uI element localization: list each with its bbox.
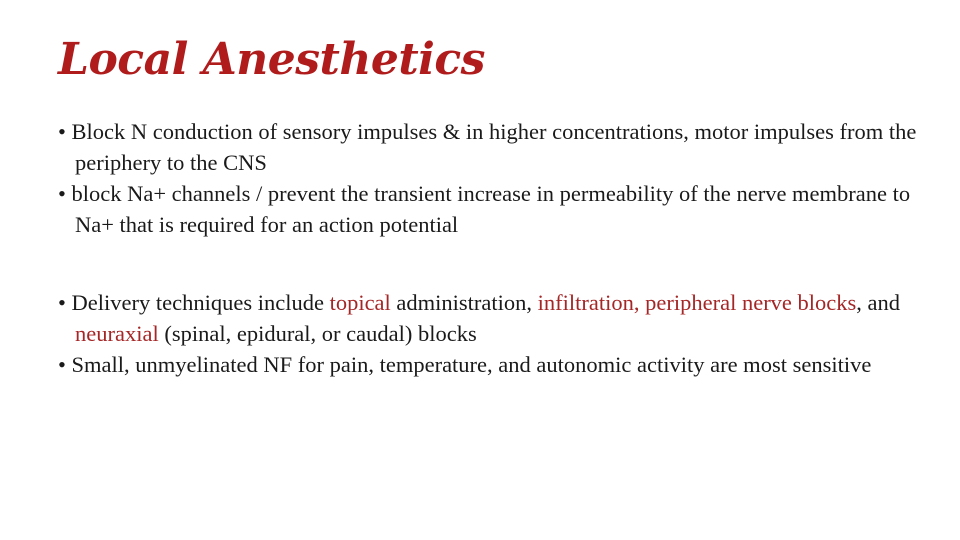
highlight-neuraxial: neuraxial	[75, 321, 159, 346]
bullet-text: Block N conduction of sensory impulses & in higher concentrations, motor impulses from the periphery to the CNS	[71, 119, 917, 175]
highlight-topical: topical	[329, 290, 391, 315]
bullet-text: , and	[856, 290, 901, 315]
bullet-glyph: •	[58, 119, 66, 144]
bullet-item-4	[58, 349, 938, 380]
bullet-glyph: •	[58, 181, 66, 206]
bullet-text: Delivery techniques include	[71, 290, 330, 315]
bullet-text: block Na+ channels / prevent the transient increase in permeability of the nerve membrane to Na+ that is required for an action potential	[71, 181, 911, 237]
bullet-text: administration,	[390, 290, 538, 315]
bullet-item-3	[58, 287, 938, 349]
highlight-infiltration: infiltration, peripheral nerve blocks	[537, 290, 857, 315]
bullet-item-1	[58, 116, 938, 178]
bullet-text: (spinal, epidural, or caudal) blocks	[158, 321, 477, 346]
bullet-item-2	[58, 178, 938, 240]
slide-body	[58, 116, 938, 380]
bullet-glyph: •	[58, 290, 66, 315]
bullet-glyph: •	[58, 352, 66, 377]
spacer	[58, 240, 938, 287]
slide-title: Local Anesthetics	[58, 34, 485, 85]
bullet-text: Small, unmyelinated NF for pain, temperature, and autonomic activity are most sensitive	[71, 352, 872, 377]
